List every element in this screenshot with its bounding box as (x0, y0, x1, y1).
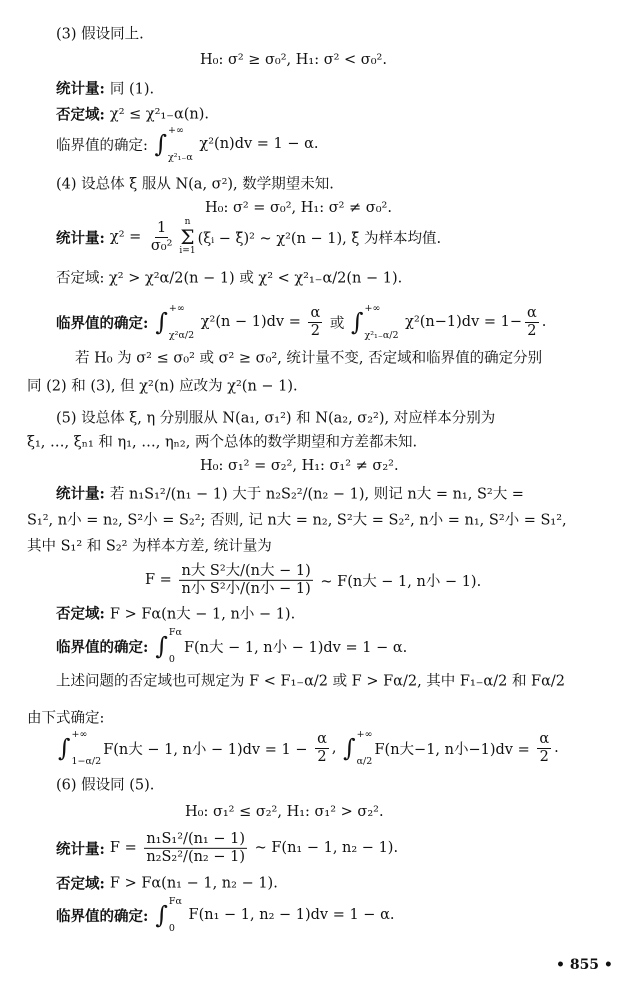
text-segment: (ξᵢ − ξ̄)² ~ χ²(n − 1), ξ̄ 为样本均值. (197, 230, 442, 247)
text-segment: F(n大 − 1, n小 − 1)dv = 1 − (103, 741, 313, 758)
lower-limit: 0 (168, 923, 175, 934)
text-line (185, 804, 384, 820)
text-segment: χ²(n−1)dv = 1− (400, 314, 522, 330)
text-line (56, 78, 154, 99)
text-line (56, 303, 546, 341)
denominator: 2 (539, 748, 549, 765)
text-line (56, 23, 144, 44)
summation (179, 218, 195, 256)
text-segment: χ²(n − 1)dv = (196, 314, 306, 330)
text-line (56, 603, 295, 624)
text-line (27, 375, 298, 396)
text-line (27, 509, 567, 530)
numerator: α (527, 304, 537, 321)
integral (155, 125, 193, 163)
integral-sign: ∫ (343, 734, 356, 762)
upper-limit: +∞ (168, 303, 185, 314)
upper-limit: Fα (168, 896, 182, 907)
integral-limits (72, 729, 102, 767)
lower-limit: 1−α/2 (71, 756, 102, 767)
text-line (56, 670, 565, 691)
numerator: 1 (157, 219, 167, 236)
text-line (27, 535, 272, 556)
text-segment: 其中 S₁² 和 S₂² 为样本方差, 统计量为 (27, 538, 272, 555)
integral (155, 627, 182, 665)
integral (351, 303, 399, 341)
text-segment: F = (109, 840, 142, 856)
integral-sign: ∫ (58, 734, 71, 762)
integral-sign: ∫ (155, 901, 168, 929)
denominator: n₂S₂²/(n₂ − 1) (146, 848, 245, 865)
numerator: n大 S²大/(n大 − 1) (181, 562, 311, 579)
label-text: 否定域: (56, 605, 110, 623)
lower-limit: α/2 (356, 756, 373, 767)
text-segment: F(n大 − 1, n小 − 1)dv = 1 − α. (183, 639, 408, 656)
label-text: 统计量: (56, 840, 110, 858)
text-line (56, 104, 209, 125)
text-segment: H₀: σ² ≥ σ₀², H₁: σ² < σ₀². (200, 52, 387, 68)
upper-limit: +∞ (71, 729, 88, 740)
numerator: α (317, 730, 327, 747)
upper-limit: Fα (168, 627, 182, 638)
text-segment: F(n大−1, n小−1)dv = (374, 741, 535, 758)
text-line (56, 483, 524, 504)
text-segment: H₀: σ₁² = σ₂², H₁: σ₁² ≠ σ₂². (200, 458, 399, 474)
numerator: α (539, 730, 550, 747)
text-line (56, 831, 398, 865)
text-segment: S₁², n小 = n₂, S²小 = S₂²; 否则, 记 n大 = n₂, S²大 = S₂², n小 = n₁, S²小 = S₁², (27, 512, 567, 529)
fraction (537, 731, 551, 765)
integral-sign: ∫ (350, 308, 364, 336)
integral-limits (169, 896, 182, 934)
text-segment: F > Fα(n₁ − 1, n₂ − 1). (109, 875, 278, 891)
lower-limit: χ²₁₋α (168, 152, 193, 163)
label-text: 统计量: (56, 229, 110, 247)
text-segment: F = (145, 572, 177, 588)
text-line (27, 431, 417, 452)
text-segment: H₀: σ² = σ₀², H₁: σ² ≠ σ₀². (205, 200, 392, 216)
lower-limit: 0 (168, 654, 175, 665)
text-segment: ~ F(n₁ − 1, n₂ − 1). (250, 840, 399, 856)
page-number: • 855 • (556, 957, 613, 973)
upper-limit: +∞ (168, 125, 184, 136)
fraction (179, 563, 312, 597)
integral (58, 729, 101, 767)
text-line (56, 896, 394, 934)
integral-limits (357, 729, 373, 767)
integral-limits (169, 303, 194, 341)
text-segment: H₀: σ₁² ≤ σ₂², H₁: σ₁² > σ₂². (185, 804, 384, 820)
text-line (56, 407, 495, 428)
integral-limits (169, 627, 182, 665)
denominator: 2 (317, 748, 327, 765)
fraction (149, 220, 175, 254)
text-segment: χ² ≤ χ²₁₋α(n). (109, 106, 209, 122)
text-line (145, 563, 481, 597)
text-line (56, 774, 154, 795)
label-text: 临界值的确定: (56, 638, 154, 656)
text-segment: 若 H₀ 为 σ² ≤ σ₀² 或 σ² ≥ σ₀², 统计量不变, 否定域和临界值的确定分别 (75, 350, 543, 367)
text-segment: F(n₁ − 1, n₂ − 1)dv = 1 − α. (183, 907, 395, 923)
lower-limit: i=1 (179, 246, 196, 256)
text-segment: χ² = (109, 229, 146, 245)
upper-limit: +∞ (364, 303, 381, 314)
text-line (75, 347, 542, 368)
text-segment: , (331, 740, 342, 756)
text-segment: (4) 设总体 ξ 服从 N(a, σ²), 数学期望未知. (56, 176, 334, 193)
text-line (200, 52, 387, 68)
label-text: 临界值的确定: (56, 907, 154, 925)
text-segment: . (554, 740, 559, 756)
integral-limits (168, 125, 193, 163)
text-segment: 同 (2) 和 (3), 但 χ²(n) 应改为 χ²(n − 1). (27, 378, 298, 395)
numerator: α (310, 304, 321, 321)
text-segment: ξ₁, …, ξₙ₁ 和 η₁, …, ηₙ₂, 两个总体的数学期望和方差都未知. (27, 434, 418, 451)
text-segment: 若 n₁S₁²/(n₁ − 1) 大于 n₂S₂²/(n₂ − 1), 则记 n大 = n₁, S²大 = (109, 486, 524, 503)
text-segment: χ²(n)dv = 1 − α. (194, 136, 319, 152)
sigma-sign: Σ (180, 225, 195, 249)
text-line (56, 173, 334, 194)
integral-sign: ∫ (155, 632, 168, 660)
text-line (27, 707, 104, 728)
text-line (200, 458, 399, 474)
fraction (308, 305, 322, 339)
text-segment: 或 (325, 315, 349, 332)
numerator: n₁S₁²/(n₁ − 1) (146, 830, 245, 847)
text-segment: 否定域: χ² > χ²α/2(n − 1) 或 χ² < χ²₁₋α/2(n − 1). (56, 270, 403, 287)
lower-limit: χ²α/2 (168, 330, 195, 341)
text-segment: 上述问题的否定域也可规定为 F < F₁₋α/2 或 F > Fα/2, 其中 F₁₋α/2 和 Fα/2 (56, 673, 566, 690)
text-line (205, 200, 392, 216)
text-segment: ~ F(n大 − 1, n小 − 1). (315, 573, 482, 590)
label-text: 统计量: (56, 485, 110, 503)
integral (343, 729, 372, 767)
text-segment: (5) 设总体 ξ, η 分别服从 N(a₁, σ₁²) 和 N(a₂, σ₂²), 对应样本分别为 (56, 410, 496, 427)
denominator: n小 S²小/(n小 − 1) (181, 580, 311, 597)
text-line (56, 873, 278, 894)
upper-limit: n (184, 217, 191, 227)
text-segment: F > Fα(n大 − 1, n小 − 1). (109, 606, 296, 623)
fraction (315, 731, 329, 765)
denominator: σ₀² (150, 237, 173, 254)
label-text: 统计量: (56, 80, 110, 98)
fraction (525, 305, 539, 339)
denominator: 2 (527, 322, 537, 339)
integral-sign: ∫ (155, 308, 168, 336)
label-text: 否定域: (56, 875, 110, 893)
label-text: 临界值的确定: (56, 314, 154, 332)
text-segment: 临界值的确定: (56, 137, 153, 154)
fraction (144, 831, 247, 865)
text-line (56, 218, 441, 256)
text-segment: . (541, 314, 547, 330)
label-text: 否定域: (56, 106, 110, 124)
integral-sign: ∫ (154, 130, 168, 158)
integral (155, 303, 194, 341)
text-line (56, 627, 407, 665)
integral-limits (364, 303, 398, 341)
denominator: 2 (310, 322, 320, 339)
text-line (56, 729, 559, 767)
text-segment: 由下式确定: (27, 710, 105, 727)
text-segment: (6) 假设同 (5). (56, 777, 155, 794)
upper-limit: +∞ (356, 729, 373, 740)
lower-limit: χ²₁₋α/2 (364, 330, 399, 341)
text-segment: 同 (1). (109, 81, 155, 98)
text-segment: (3) 假设同上. (56, 26, 144, 43)
integral (155, 896, 182, 934)
text-line (56, 267, 402, 288)
text-line (56, 125, 319, 163)
